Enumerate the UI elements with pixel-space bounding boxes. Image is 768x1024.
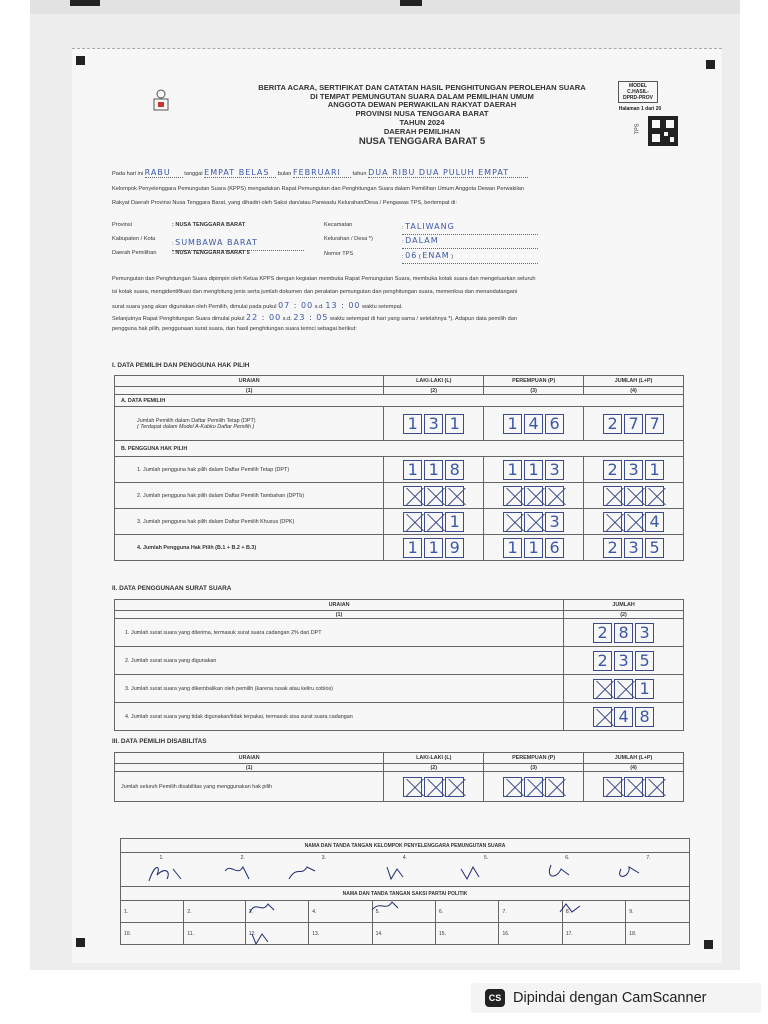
- crossed-box: [524, 512, 543, 532]
- saksi-slot: 5.: [372, 901, 435, 923]
- cell-p: [484, 535, 584, 561]
- camscanner-text: Dipindai dengan CamScanner: [513, 990, 707, 1006]
- witness-signatures: [120, 898, 690, 958]
- process-line: [112, 313, 517, 322]
- row-label: 1. Jumlah pengguna hak pilih dalam Daftar Pemilih Tetap (DPT): [115, 457, 384, 483]
- saksi-slot: 16.: [499, 923, 562, 945]
- saksi-slot: 3.: [245, 901, 308, 923]
- table-row: [115, 457, 684, 483]
- cell-p: [484, 509, 584, 535]
- crossed-box: [603, 486, 622, 506]
- section-title: I. DATA PEMILIH DAN PENGGUNA HAK PILIH: [112, 362, 250, 369]
- scanned-document: [30, 0, 740, 970]
- row-label: 2. Jumlah surat suara yang digunakan: [115, 647, 564, 675]
- row-label: 1. Jumlah surat suara yang diterima, termasuk surat suara cadangan 2% dari DPT: [115, 619, 564, 647]
- header-line: TAHUN 2024: [399, 117, 445, 127]
- intro-paragraph: Kelompok Penyelenggara Pemungutan Suara (KPPS) mengadakan Rapat Pemungutan dan Penghitungan Suara dalam Pemilihan Umum Anggota Dewan Perwakilan: [112, 186, 525, 192]
- provinsi-label: Provinsi: [112, 222, 132, 228]
- digit-box: 3: [624, 538, 643, 558]
- table-row: [115, 772, 684, 802]
- document-header: [222, 84, 622, 147]
- digit-box: 1: [403, 460, 422, 480]
- kecamatan-field: : TALIWANG: [402, 216, 538, 235]
- process-text: Selanjutnya Rapat Penghitungan Suara dimulai pukul: [112, 316, 245, 322]
- kabupaten-value: SUMBAWA BARAT: [175, 238, 258, 247]
- dapil-label: Daerah Pemilihan: [112, 250, 157, 256]
- row-label: 4. Jumlah surat suara yang tidak digunakan/tidak terpakai, termasuk sisa surat suara cadangan: [115, 703, 564, 731]
- col-header: JUMLAH: [564, 600, 684, 611]
- crossed-box: [624, 777, 643, 797]
- kpps-slot: 1.: [159, 854, 164, 861]
- crossed-box: [545, 486, 564, 506]
- col-number: (3): [484, 387, 584, 395]
- sd-label: s.d.: [314, 304, 324, 310]
- digit-box: 5: [635, 651, 654, 671]
- kecamatan-value: TALIWANG: [405, 222, 455, 231]
- cell-p: [484, 483, 584, 509]
- cell-total: [564, 619, 684, 647]
- row-label: 3. Jumlah pengguna hak pilih dalam Daftar Pemilih Khusus (DPK): [115, 509, 384, 535]
- table-number-row: [115, 387, 684, 395]
- col-number: (1): [115, 764, 384, 772]
- row-label: Jumlah seluruh Pemilih disabilitas yang menggunakan hak pilih: [115, 772, 384, 802]
- kpps-signature-row: [121, 853, 690, 887]
- table-row: [115, 509, 684, 535]
- label: Pada hari ini: [112, 171, 144, 177]
- col-number: (4): [584, 764, 684, 772]
- cell-total: [584, 772, 684, 802]
- digit-box: 4: [645, 512, 664, 532]
- digit-box: 1: [503, 414, 522, 434]
- process-line: Pemungutan dan Penghitungan Suara dipimpin oleh Ketua KPPS dengan kegiatan membuka Rapat Pemungutan Suara, membuka kotak suara dan mengeluarkan seluruh: [112, 276, 536, 282]
- cell-total: [564, 647, 684, 675]
- kpps-slot: 6.: [565, 854, 570, 861]
- crossed-box: [624, 512, 643, 532]
- col-number: (2): [564, 611, 684, 619]
- bulan-value: FEBRUARI: [292, 168, 341, 177]
- header-line: PROVINSI NUSA TENGGARA BARAT: [355, 109, 489, 119]
- count-start-time: 22 : 00: [246, 313, 282, 322]
- saksi-slot: 17.: [562, 923, 625, 945]
- header-line: ANGGOTA DEWAN PERWAKILAN RAKYAT DAERAH: [327, 100, 517, 110]
- header-line: DAERAH PEMILIHAN: [383, 126, 461, 136]
- col-header: URAIAN: [115, 753, 384, 764]
- kecamatan-label: Kecamatan: [324, 222, 353, 228]
- digit-box: 3: [545, 512, 564, 532]
- cell-total: [584, 483, 684, 509]
- cell-l: [384, 457, 484, 483]
- dpt-note: ( Terdapat dalam Model A-Kabko Daftar Pemilih ): [137, 423, 255, 430]
- digit-box: 9: [445, 538, 464, 558]
- kabupaten-label: Kabupaten / Kota: [112, 236, 156, 242]
- crossed-box: [645, 777, 664, 797]
- digit-box: 8: [614, 623, 633, 643]
- saksi-slot: 2.: [184, 901, 245, 923]
- table-row: [115, 619, 684, 647]
- digit-box: 1: [445, 512, 464, 532]
- table-row: [115, 535, 684, 561]
- digit-box: 2: [603, 538, 622, 558]
- cell-total: [584, 535, 684, 561]
- handwritten-signatures: [121, 861, 689, 885]
- process-text: surat suara yang akan digunakan oleh Pemilih, dimulai pada pukul: [112, 304, 277, 310]
- tps-label: TPS: [634, 123, 641, 135]
- end-time: 13 : 00: [325, 301, 361, 310]
- saksi-slot: 11.: [184, 923, 245, 945]
- col-number: (3): [484, 764, 584, 772]
- saksi-slot: 9.: [626, 901, 690, 923]
- row-label: [115, 407, 384, 441]
- table-number-row: [115, 611, 684, 619]
- table-row: [115, 675, 684, 703]
- sd-label: s.d.: [282, 316, 292, 322]
- tps-number-label: Nomor TPS: [324, 251, 354, 257]
- digit-box: 5: [645, 538, 664, 558]
- digit-box: 7: [624, 414, 643, 434]
- process-line: pengguna hak pilih, penggunaan surat suara, dan hasil penghitungan suara terinci sebagai berikut:: [112, 326, 357, 332]
- digit-box: 2: [593, 651, 612, 671]
- crossed-box: [593, 707, 612, 727]
- start-time: 07 : 00: [278, 301, 314, 310]
- col-header: JUMLAH (L+P): [584, 376, 684, 387]
- tps-number-value: 06: [405, 251, 418, 260]
- count-end-time: 23 : 05: [293, 313, 329, 322]
- digit-box: 1: [503, 460, 522, 480]
- digit-box: 1: [503, 538, 522, 558]
- crossed-box: [603, 777, 622, 797]
- table-row: [115, 703, 684, 731]
- saksi-slot: 12.: [245, 923, 308, 945]
- registration-mark: [706, 60, 715, 69]
- header-line: BERITA ACARA, SERTIFIKAT DAN CATATAN HASIL PENGHITUNGAN PEROLEHAN SUARA: [258, 83, 586, 92]
- digit-box: 6: [545, 414, 564, 434]
- cell-l: [384, 509, 484, 535]
- kpu-logo-icon: [150, 88, 172, 114]
- row-label: 4. Jumlah Pengguna Hak Pilih (B.1 + B.2 + B.3): [115, 535, 384, 561]
- digit-box: 1: [524, 538, 543, 558]
- dpt-label: Jumlah Pemilih dalam Daftar Pemilih Tetap (DPT): [137, 417, 256, 424]
- crossed-box: [593, 679, 612, 699]
- saksi-slot: 7.: [499, 901, 562, 923]
- crossed-box: [624, 486, 643, 506]
- crossed-box: [545, 777, 564, 797]
- saksi-slot: 8.: [562, 901, 625, 923]
- table-header-row: [115, 600, 684, 611]
- col-header: LAKI-LAKI (L): [384, 753, 484, 764]
- crossed-box: [503, 486, 522, 506]
- digit-box: 8: [635, 707, 654, 727]
- tps-number-words: ENAM: [422, 251, 450, 260]
- crossed-box: [614, 679, 633, 699]
- saksi-signature-title: NAMA DAN TANDA TANGAN SAKSI PARTAI POLITIK: [121, 887, 690, 901]
- cell-total: [584, 457, 684, 483]
- crossed-box: [645, 486, 664, 506]
- cell-l: [384, 407, 484, 441]
- digit-box: 6: [545, 538, 564, 558]
- disability-table: [114, 752, 684, 802]
- col-number: (1): [115, 611, 564, 619]
- row-label: 3. Jumlah surat suara yang dikembalikan oleh pemilih (karena rusak atau keliru coblos): [115, 675, 564, 703]
- crossed-box: [424, 777, 443, 797]
- table-row: [115, 483, 684, 509]
- subsection-title: B. PENGGUNA HAK PILIH: [115, 441, 684, 457]
- crossed-box: [603, 512, 622, 532]
- table-row: [115, 647, 684, 675]
- digit-box: 3: [424, 414, 443, 434]
- col-number: (4): [584, 387, 684, 395]
- kpps-slot: 7.: [646, 854, 651, 861]
- crossed-box: [445, 777, 464, 797]
- tahun-value: DUA RIBU DUA PULUH EMPAT: [368, 168, 510, 177]
- digit-box: 4: [524, 414, 543, 434]
- saksi-slot: 18.: [626, 923, 690, 945]
- digit-box: 1: [424, 460, 443, 480]
- col-header: LAKI-LAKI (L): [384, 376, 484, 387]
- digit-box: 2: [603, 414, 622, 434]
- row-label: 2. Jumlah pengguna hak pilih dalam Daftar Pemilih Tambahan (DPTb): [115, 483, 384, 509]
- crossed-box: [424, 486, 443, 506]
- saksi-slot: 10.: [121, 923, 184, 945]
- digit-box: 1: [645, 460, 664, 480]
- header-dapil: NUSA TENGGARA BARAT 5: [358, 136, 486, 148]
- fold-line: [72, 48, 722, 49]
- saksi-slot: 4.: [309, 901, 372, 923]
- col-number: (2): [384, 387, 484, 395]
- form-sheet: [72, 48, 722, 963]
- saksi-slot: 14.: [372, 923, 435, 945]
- process-line: [112, 301, 403, 310]
- camscanner-watermark: [471, 983, 761, 1013]
- cell-p: [484, 407, 584, 441]
- digit-box: 7: [645, 414, 664, 434]
- crossed-box: [403, 512, 422, 532]
- saksi-slot: 6.: [436, 901, 499, 923]
- saksi-slot: 1.: [121, 901, 184, 923]
- process-line: isi kotak suara, mengidentifikasi dan menghitung jenis serta jumlah dokumen dan peralatan pemungutan dan penghitungan suara, memeriksa dan menandatangani: [112, 289, 518, 295]
- digit-box: 1: [445, 414, 464, 434]
- table-number-row: [115, 764, 684, 772]
- table-header-row: [115, 753, 684, 764]
- col-header: PEREMPUAN (P): [484, 753, 584, 764]
- col-header: URAIAN: [115, 376, 384, 387]
- label: tanggal: [184, 171, 203, 177]
- top-strip: [30, 0, 740, 14]
- cell-p: [484, 772, 584, 802]
- process-text: waktu setempat.: [362, 304, 403, 310]
- section-title: II. DATA PENGGUNAAN SURAT SUARA: [112, 585, 232, 592]
- cell-l: [384, 483, 484, 509]
- kpps-slot: 5.: [484, 854, 489, 861]
- cell-l: [384, 772, 484, 802]
- col-header: JUMLAH (L+P): [584, 753, 684, 764]
- label: bulan: [277, 171, 292, 177]
- cell-total: [564, 675, 684, 703]
- registration-mark: [76, 56, 85, 65]
- crossed-box: [403, 777, 422, 797]
- tps-number-field: : 06 ( ENAM ): [402, 245, 538, 264]
- process-text: waktu setempat di hari yang sama / setelahnya *). Adapun data pemilih dan: [330, 316, 517, 322]
- cell-p: [484, 457, 584, 483]
- crossed-box: [503, 512, 522, 532]
- saksi-slot: 15.: [436, 923, 499, 945]
- col-header: PEREMPUAN (P): [484, 376, 584, 387]
- digit-box: 1: [403, 538, 422, 558]
- col-number: (2): [384, 764, 484, 772]
- saksi-slot: 13.: [309, 923, 372, 945]
- intro-line: [112, 168, 528, 178]
- kelurahan-label: Kelurahan / Desa *): [324, 236, 373, 242]
- registration-mark: [70, 0, 100, 6]
- digit-box: 3: [614, 651, 633, 671]
- kpps-signature-title: NAMA DAN TANDA TANGAN KELOMPOK PENYELENGGARA PEMUNGUTAN SUARA: [121, 839, 690, 853]
- registration-mark: [400, 0, 422, 6]
- dapil-value: : NUSA TENGGARA BARAT 5: [172, 250, 250, 256]
- tanggal-value: EMPAT BELAS: [204, 168, 270, 177]
- crossed-box: [524, 777, 543, 797]
- crossed-box: [524, 486, 543, 506]
- page-number: Halaman 1 dari 20: [618, 106, 662, 112]
- ballot-usage-table: [114, 599, 684, 731]
- subsection-title: A. DATA PEMILIH: [115, 395, 684, 407]
- header-line: DI TEMPAT PEMUNGUTAN SUARA DALAM PEMILIHAN UMUM: [310, 91, 534, 101]
- col-header: URAIAN: [115, 600, 564, 611]
- digit-box: 1: [424, 538, 443, 558]
- camscanner-icon: CS: [485, 989, 505, 1007]
- digit-box: 2: [603, 460, 622, 480]
- crossed-box: [503, 777, 522, 797]
- crossed-box: [445, 486, 464, 506]
- digit-box: 3: [624, 460, 643, 480]
- digit-box: 1: [635, 679, 654, 699]
- col-number: (1): [115, 387, 384, 395]
- digit-box: 3: [545, 460, 564, 480]
- voter-data-table: [114, 375, 684, 561]
- hari-value: RABU: [144, 168, 171, 177]
- kelurahan-field: : DALAM: [402, 230, 538, 249]
- registration-mark: [76, 938, 85, 947]
- model-code: MODEL C.HASIL-DPRD-PROV: [618, 81, 658, 103]
- section-title: III. DATA PEMILIH DISABILITAS: [112, 738, 207, 745]
- cell-total: [564, 703, 684, 731]
- digit-box: 8: [445, 460, 464, 480]
- qr-code-icon: [648, 116, 678, 146]
- kpps-slot: 3.: [321, 854, 326, 861]
- digit-box: 4: [614, 707, 633, 727]
- cell-total: [584, 509, 684, 535]
- kpps-slot: 2.: [240, 854, 245, 861]
- crossed-box: [403, 486, 422, 506]
- kpps-slot: 4.: [402, 854, 408, 861]
- cell-total: [584, 407, 684, 441]
- kabupaten-field: : SUMBAWA BARAT: [172, 232, 304, 251]
- table-row: [115, 407, 684, 441]
- label: tahun: [352, 171, 367, 177]
- digit-box: 2: [593, 623, 612, 643]
- provinsi-value: : NUSA TENGGARA BARAT: [172, 222, 246, 228]
- kelurahan-value: DALAM: [405, 236, 439, 245]
- crossed-box: [424, 512, 443, 532]
- intro-paragraph: Rakyat Daerah Provinsi Nusa Tenggara Barat, yang dihadiri oleh Saksi dan/atau Panwaslu Kelurahan/Desa / Pengawas TPS, bertempat di:: [112, 200, 457, 206]
- cell-l: [384, 535, 484, 561]
- registration-mark: [704, 940, 713, 949]
- table-header-row: [115, 376, 684, 387]
- digit-box: 3: [635, 623, 654, 643]
- digit-box: 1: [403, 414, 422, 434]
- digit-box: 1: [524, 460, 543, 480]
